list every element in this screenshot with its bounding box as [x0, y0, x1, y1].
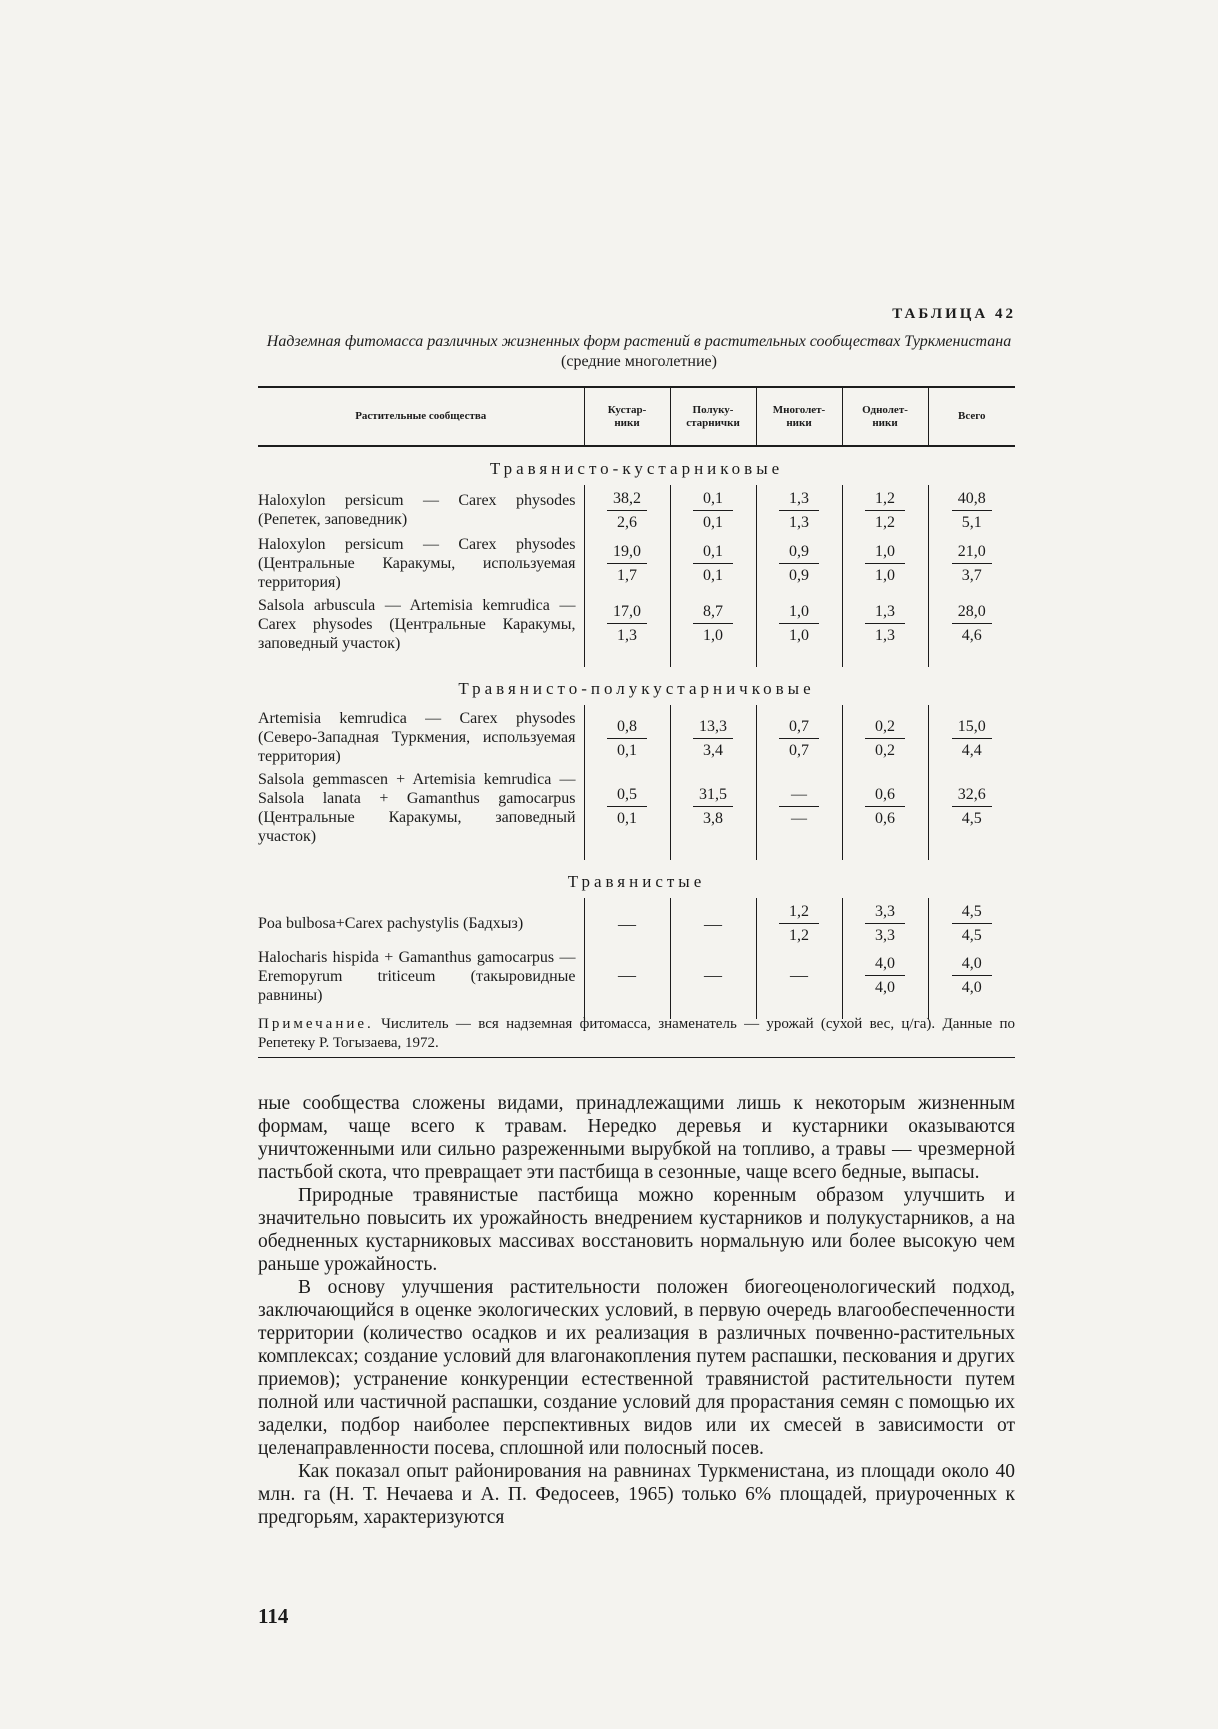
fraction: [865, 902, 905, 946]
fraction: [865, 602, 905, 646]
denominator-yield: 0,1: [703, 514, 723, 531]
fraction: [693, 602, 733, 646]
numerator-phytomass: 13,3: [693, 717, 733, 739]
value-cell: [584, 533, 670, 594]
denominator-yield: 2,6: [617, 514, 637, 531]
fraction: [779, 785, 819, 829]
numerator-phytomass: 3,3: [865, 902, 905, 924]
fraction: [607, 717, 647, 761]
fraction: [865, 542, 905, 586]
fraction: [607, 489, 647, 533]
denominator-yield: 1,2: [875, 514, 895, 531]
fraction: [865, 717, 905, 761]
denominator-yield: 4,4: [961, 741, 982, 759]
value-cell: [842, 768, 928, 860]
value-cell: [756, 768, 842, 860]
denominator-yield: 0,6: [875, 810, 895, 827]
section-title: Травянисто-кустарниковые: [489, 459, 784, 478]
denominator-yield: 4,5: [961, 810, 982, 827]
page-number: 114: [258, 1604, 289, 1628]
numerator-phytomass: 4,0: [865, 954, 905, 976]
value-cell: [584, 485, 670, 533]
fraction: [952, 602, 992, 646]
fraction: [952, 785, 992, 829]
value-cell: [756, 898, 842, 946]
value-cell: [842, 898, 928, 946]
fraction: [865, 785, 905, 829]
value-cell: [928, 533, 1015, 594]
numerator-phytomass: 38,2: [607, 489, 647, 511]
table-row: [258, 946, 1015, 1019]
table-header-row: [258, 387, 1015, 446]
fraction: [865, 489, 905, 533]
numerator-phytomass: 28,0: [952, 602, 992, 624]
denominator-yield: 1,3: [875, 626, 895, 644]
community-name: Haloxylon persicum — Carex physodes (Репетек, заповедник): [258, 492, 576, 528]
fraction: [952, 902, 992, 946]
numerator-phytomass: 0,7: [779, 717, 819, 739]
value-cell: [928, 946, 1015, 1019]
denominator-yield: 5,1: [961, 514, 982, 531]
value-cell: [928, 594, 1015, 667]
fraction: [865, 954, 905, 998]
fraction: [779, 902, 819, 946]
paragraph: Природные травянистые пастбища можно коренным образом улучшить и значительно повысить их урожайность внедрением кустарников и полукустарников, а на обедненных кустарниковых массивах восстановить нормальную или более высокую чем раньше урожайность.: [258, 1185, 1015, 1275]
numerator-phytomass: 31,5: [693, 785, 733, 807]
header-total: Всего: [928, 387, 1015, 446]
value-cell: [670, 946, 756, 1019]
community-name: Halocharis hispida + Gamanthus gamocarpus — Eremopyrum triticeum (такыровидные равнины): [258, 949, 576, 1004]
fraction: [779, 542, 819, 586]
value-cell: [842, 485, 928, 533]
denominator-yield: 1,0: [703, 626, 723, 644]
table-note: [258, 1015, 1015, 1058]
numerator-phytomass: 1,3: [779, 489, 819, 511]
value-cell: [670, 705, 756, 768]
fraction: [607, 542, 647, 586]
value-cell: [928, 898, 1015, 946]
value-cell: [670, 594, 756, 667]
denominator-yield: 1,0: [875, 566, 895, 584]
fraction: [607, 602, 647, 646]
section-title: Травянистые: [567, 872, 706, 891]
table-row: [258, 485, 1015, 533]
fraction: [952, 717, 992, 761]
numerator-phytomass: 8,7: [693, 602, 733, 624]
fraction: [779, 602, 819, 646]
community-name: Salsola gemmascen + Artemisia kemrudica — Salsola lanata + Gamanthus gamocarpus (Центральные Каракумы, заповедный участок): [258, 771, 576, 845]
section-header-row: [258, 860, 1015, 898]
fraction: [693, 489, 733, 533]
value-cell: [584, 705, 670, 768]
value-cell: [670, 533, 756, 594]
denominator-yield: 0,1: [617, 741, 637, 759]
numerator-phytomass: 21,0: [952, 542, 992, 564]
numerator-phytomass: 0,9: [779, 542, 819, 564]
value-cell: [584, 898, 670, 946]
value-cell: [584, 594, 670, 667]
denominator-yield: —: [791, 810, 807, 827]
note-text: Числитель — вся надземная фитомасса, знаменатель — урожай (сухой вес, ц/га). Данные по Репетеку Р. Тогызаева, 1972.: [258, 1016, 1015, 1051]
value-cell: [842, 946, 928, 1019]
denominator-yield: 1,7: [617, 566, 637, 584]
value-cell: [928, 485, 1015, 533]
value-cell: [756, 533, 842, 594]
denominator-yield: 4,5: [961, 927, 982, 944]
body-text: [258, 1092, 1015, 1529]
community-name: Haloxylon persicum — Carex physodes (Центральные Каракумы, используемая территория): [258, 536, 576, 591]
numerator-phytomass: 0,2: [865, 717, 905, 739]
numerator-phytomass: 0,1: [693, 489, 733, 511]
caption-italic: Надземная фитомасса различных жизненных форм растений в растительных сообществах Туркменистана: [266, 333, 1012, 350]
numerator-phytomass: 1,2: [779, 902, 819, 924]
header-annuals: Однолет- ники: [842, 387, 928, 446]
paragraph: Как показал опыт районирования на равнинах Туркменистана, из площади около 40 млн. га (Н. Т. Нечаева и А. П. Федосеев, 1965) только 6% площадей, приуроченных к предгорьям, характеризуются: [258, 1461, 1015, 1528]
caption-plain: (средние многолетние): [561, 353, 717, 370]
community-name: Salsola arbuscula — Artemisia kemrudica — Carex physodes (Центральные Каракумы, заповедный участок): [258, 597, 576, 652]
denominator-yield: 4,6: [961, 626, 982, 644]
value-cell: [584, 946, 670, 1019]
section-header-row: [258, 446, 1015, 485]
value-cell: [670, 768, 756, 860]
fraction: [693, 717, 733, 761]
numerator-phytomass: 0,6: [865, 785, 905, 807]
numerator-phytomass: 32,6: [952, 785, 992, 807]
fraction: [607, 785, 647, 829]
denominator-yield: 1,0: [789, 626, 809, 644]
fraction: [952, 489, 992, 533]
paragraph: В основу улучшения растительности положен биогеоценологический подход, заключающийся в оценке экологических условий, в первую очередь влагообеспеченности территории (количество осадков и их реализация в различных почвенно-растительных комплексах; создание условий для влагонакопления путем распашки, пескования и других приемов); устранение конкуренции естественной травянистой растительности путем полной или частичной распашки, создание условий для прорастания семян с помощью их заделки, подбор наиболее перспективных видов или их смесей в зависимости от целенаправленности посева, сплошной или полосный посев.: [258, 1277, 1015, 1459]
denominator-yield: 3,3: [875, 927, 895, 944]
denominator-yield: 0,9: [789, 566, 809, 584]
section-title: Травянисто-полукустарничковые: [458, 679, 815, 698]
value-cell: [756, 946, 842, 1019]
value-cell: [756, 485, 842, 533]
denominator-yield: 1,3: [617, 626, 637, 644]
value-cell: [842, 705, 928, 768]
table-row: [258, 705, 1015, 768]
numerator-phytomass: 0,1: [693, 542, 733, 564]
section-header-row: [258, 667, 1015, 705]
table-row: [258, 898, 1015, 946]
empty-dash: —: [618, 965, 636, 985]
fraction: [693, 542, 733, 586]
table-row: [258, 594, 1015, 667]
denominator-yield: 1,3: [789, 514, 809, 531]
empty-dash: —: [704, 913, 722, 934]
numerator-phytomass: 0,8: [607, 717, 647, 739]
note-label: Примечание.: [258, 1016, 374, 1032]
header-shrubs: Кустар- ники: [584, 387, 670, 446]
denominator-yield: 3,4: [703, 741, 723, 759]
empty-dash: —: [618, 913, 636, 934]
fraction: [693, 785, 733, 829]
numerator-phytomass: 17,0: [607, 602, 647, 624]
numerator-phytomass: 1,3: [865, 602, 905, 624]
numerator-phytomass: 1,0: [779, 602, 819, 624]
value-cell: [842, 533, 928, 594]
value-cell: [584, 768, 670, 860]
phytomass-table: [258, 386, 1015, 1019]
denominator-yield: 0,7: [789, 741, 809, 759]
numerator-phytomass: 0,5: [607, 785, 647, 807]
denominator-yield: 3,8: [703, 810, 723, 827]
denominator-yield: 0,1: [617, 810, 637, 827]
numerator-phytomass: 15,0: [952, 717, 992, 739]
numerator-phytomass: 4,0: [952, 954, 992, 976]
denominator-yield: 0,1: [703, 566, 723, 584]
value-cell: [928, 705, 1015, 768]
denominator-yield: 0,2: [875, 741, 895, 759]
fraction: [952, 954, 992, 998]
value-cell: [756, 594, 842, 667]
numerator-phytomass: 1,0: [865, 542, 905, 564]
table-row: [258, 768, 1015, 860]
denominator-yield: 4,0: [875, 978, 895, 996]
empty-dash: —: [704, 965, 722, 985]
header-semishrubs: Полуку- старнички: [670, 387, 756, 446]
value-cell: [842, 594, 928, 667]
fraction: [952, 542, 992, 586]
table-row: [258, 533, 1015, 594]
table-caption: [262, 332, 1016, 372]
denominator-yield: 4,0: [961, 978, 982, 996]
header-communities: Растительные сообщества: [258, 387, 584, 446]
denominator-yield: 3,7: [961, 566, 982, 584]
header-perennials: Многолет- ники: [756, 387, 842, 446]
fraction: [779, 489, 819, 533]
numerator-phytomass: 19,0: [607, 542, 647, 564]
numerator-phytomass: 4,5: [952, 902, 992, 924]
numerator-phytomass: 40,8: [952, 489, 992, 511]
paragraph: ные сообщества сложены видами, принадлежащими лишь к некоторым жизненным формам, чаще всего к травам. Нередко деревья и кустарники оказываются уничтоженными или сильно разреженными вырубкой на топливо, а травы — чрезмерной пастьбой скота, что превращает эти пастбища в сезонные, чаще всего бедные, выпасы.: [258, 1093, 1015, 1183]
value-cell: [670, 485, 756, 533]
fraction: [779, 717, 819, 761]
numerator-phytomass: 1,2: [865, 489, 905, 511]
value-cell: [928, 768, 1015, 860]
denominator-yield: 1,2: [789, 927, 809, 944]
numerator-phytomass: —: [779, 785, 819, 807]
value-cell: [756, 705, 842, 768]
value-cell: [670, 898, 756, 946]
community-name: Artemisia kemrudica — Carex physodes (Северо-Западная Туркмения, используемая территория): [258, 710, 576, 765]
table-label: ТАБЛИЦА 42: [892, 306, 1016, 322]
empty-dash: —: [790, 965, 808, 985]
community-name: Poa bulbosa+Carex pachystylis (Бадхыз): [258, 914, 524, 932]
